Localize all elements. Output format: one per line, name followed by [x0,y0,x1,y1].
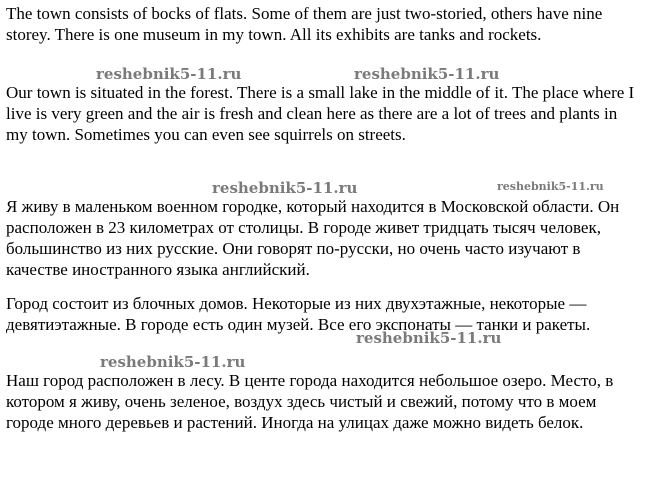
russian-paragraph-2: Город состоит из блочных домов. Некоторые из них двухэтажные, некоторые — девятиэтажные. В городе есть один музей. Все его экспонаты — танки и ракеты. [6,294,591,334]
russian-paragraph-3: Наш город расположен в лесу. В центе города находится небольшое озеро. Место, в котором я живу, очень зеленое, воздух здесь чистый и свежий, потому что в моем городе много деревьев и растений. Иногда на улицах даже можно видеть белок. [6,371,614,432]
english-paragraph-2: Our town is situated in the forest. There is a small lake in the middle of it. The place where I live is very green and the air is fresh and clean here as there are a lot of trees and plants in my town. Sometimes you can even see squirrels on streets. [6,83,635,144]
english-paragraph-1: The town consists of bocks of flats. Some of them are just two-storied, others have nine storey. There is one museum in my town. All its exhibits are tanks and rockets. [6,4,603,44]
watermark-text: reshebnik5-11.ru [354,65,500,83]
watermark-text: reshebnik5-11.ru [100,353,246,371]
watermark-text: reshebnik5-11.ru [356,329,502,347]
watermark-text: reshebnik5-11.ru [96,65,242,83]
russian-paragraph-1: Я живу в маленьком военном городке, который находится в Московской области. Он расположен в 23 километрах от столицы. В городе живет тридцать тысяч человек, большинство из них русские. Они говорят по-русски, но очень часто изучают в качестве иностранного языка английский. [6,197,620,279]
watermark-text: reshebnik5-11.ru [497,180,604,193]
watermark-text: reshebnik5-11.ru [212,179,358,197]
